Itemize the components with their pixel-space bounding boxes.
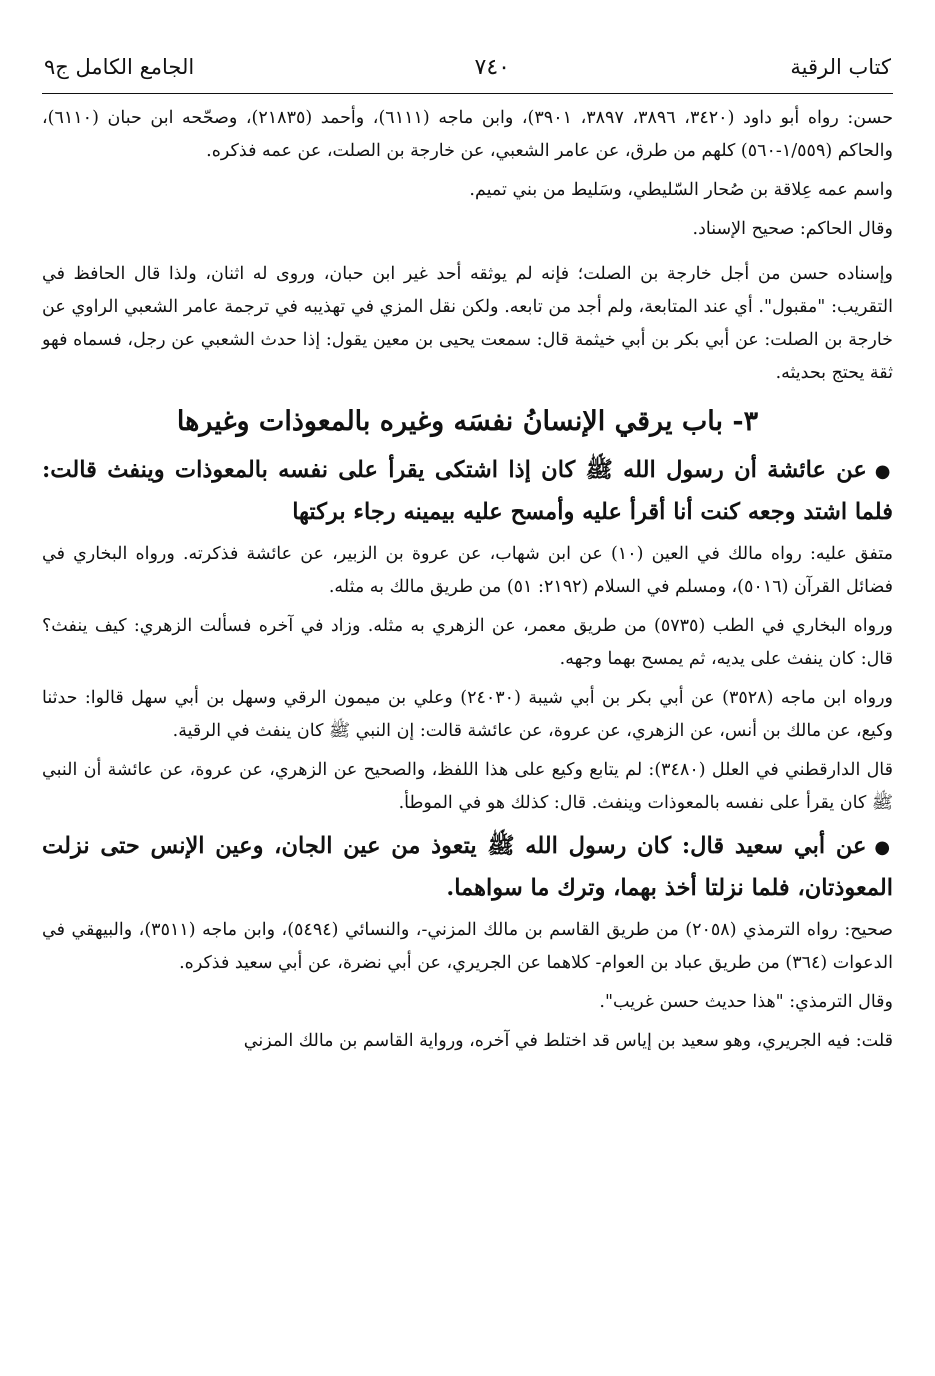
hadith-body: عن أبي سعيد قال: كان رسول الله ﷺ يتعوذ من عين الجان، وعين الإنس حتى نزلت المعوذتان، فلما نزلتا أخذ بهما، وترك ما سواهما. [42, 833, 893, 901]
hadith-body: عن عائشة أن رسول الله ﷺ كان إذا اشتكى يقرأ على نفسه بالمعوذات وينفث قالت: فلما اشتد وجعه كنت أنا أقرأ عليه وأمسح عليه بيمينه رجاء بركتها [42, 457, 893, 525]
hadith-text [42, 450, 893, 532]
takhrij-note: ورواه البخاري في الطب (٥٧٣٥) من طريق معمر، عن الزهري به مثله. وزاد في آخره فسألت الزهري: كيف ينفث؟ قال: كان ينفث على يديه، ثم يمسح بهما وجهه. [42, 616, 893, 669]
bullet-icon: ● [874, 461, 893, 482]
bullet-icon: ● [874, 837, 893, 858]
takhrij-note: متفق عليه: رواه مالك في العين (١٠) عن ابن شهاب، عن عروة بن الزبير، عن عائشة فذكرته. ورواه البخاري في فضائل القرآن (٥٠١٦)، ومسلم في السلام (٢١٩٢: ٥١) من طريق مالك به مثله. [42, 544, 893, 597]
header-rule [42, 93, 893, 94]
paragraph: وإسناده حسن من أجل خارجة بن الصلت؛ فإنه لم يوثقه أحد غير ابن حبان، وروى له اثنان، ولذا قال الحافظ في التقريب: "مقبول". أي عند المتابعة، ولم أجد من تابعه. ولكن نقل المزي في تهذيبه في ترجمة عامر الشعبي الراوي عن خارجة بن الصلت: عن أبي بكر بن أبي خيثمة قال: سمعت يحيى بن معين يقول: إذا حدث الشعبي عن رجل، فسماه فهو ثقة يحتج بحديثه. [42, 264, 893, 383]
paragraph: وقال الحاكم: صحيح الإسناد. [692, 219, 893, 239]
book-title: كتاب الرقية [790, 55, 891, 79]
hadith-text [42, 826, 893, 908]
page-number: ٧٤٠ [474, 55, 510, 80]
paragraph: حسن: رواه أبو داود (٣٤٢٠، ٣٨٩٦، ٣٨٩٧، ٣٩٠١)، وابن ماجه (٦١١١)، وأحمد (٢١٨٣٥)، وصحّحه ابن حبان (٦١١٠)، والحاكم (١/٥٥٩-٥٦٠) كلهم من طرق، عن عامر الشعبي، عن خارجة بن الصلت، عن عمه فذكره. [42, 108, 894, 161]
collection-title: الجامع الكامل ج٩ [44, 55, 195, 79]
section-title: ٣- باب يرقي الإنسانُ نفسَه وغيره بالمعوذات وغيرها [176, 406, 759, 437]
paragraph: واسم عمه عِلاقة بن صُحار السّليطي، وسَليط من بني تميم. [469, 180, 893, 200]
takhrij-note: صحيح: رواه الترمذي (٢٠٥٨) من طريق القاسم بن مالك المزني-، والنسائي (٥٤٩٤)، وابن ماجه (٣٥١١)، والبيهقي في الدعوات (٣٦٤) من طريق عباد بن العوام- كلاهما عن الجريري، عن أبي نضرة، عن أبي سعيد فذكره. [42, 920, 894, 973]
takhrij-note: ورواه ابن ماجه (٣٥٢٨) عن أبي بكر بن أبي شيبة (٢٤٠٣٠) وعلي بن ميمون الرقي وسهل بن أبي سهل قالوا: حدثنا وكيع، عن مالك بن أنس، عن الزهري، عن عروة، عن عائشة قالت: إن النبي ﷺ كان ينفث في الرقية. [42, 688, 893, 741]
page-header [42, 52, 893, 89]
takhrij-note: قلت: فيه الجريري، وهو سعيد بن إياس قد اختلط في آخره، ورواية القاسم بن مالك المزني [243, 1031, 893, 1051]
takhrij-note: قال الدارقطني في العلل (٣٤٨٠): لم يتابع وكيع على هذا اللفظ، والصحيح عن الزهري، عن عروة، عن عائشة أن النبي ﷺ كان يقرأ على نفسه بالمعوذات وينفث. قال: كذلك هو في الموطأ. [42, 760, 894, 813]
takhrij-note: وقال الترمذي: "هذا حديث حسن غريب". [599, 992, 893, 1012]
